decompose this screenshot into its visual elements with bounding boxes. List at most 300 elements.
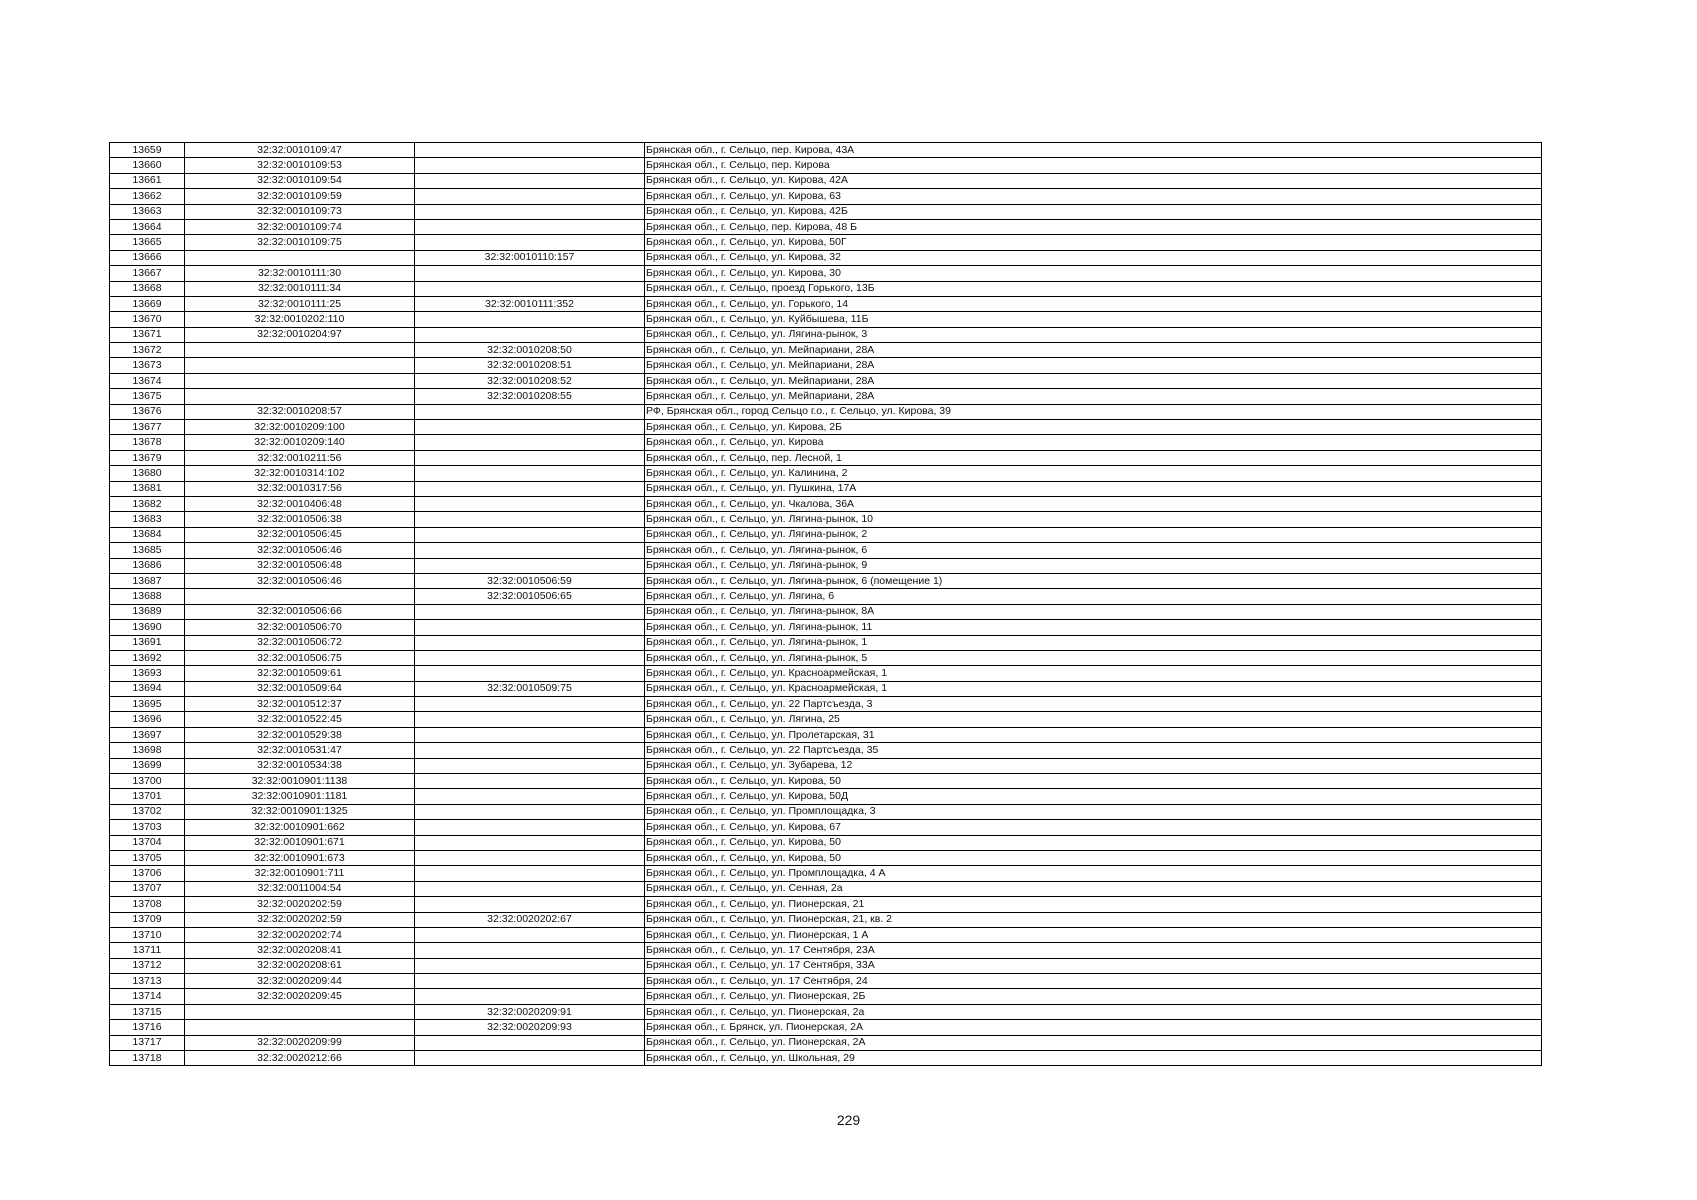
row-number-cell: 13698 [110,743,185,758]
address-cell: Брянская обл., г. Сельцо, ул. Кирова, 63 [645,189,1542,204]
table-row [110,204,1542,219]
row-number-cell: 13667 [110,266,185,281]
row-number-cell: 13718 [110,1051,185,1066]
table-row [110,250,1542,265]
row-number-cell: 13670 [110,312,185,327]
address-cell: Брянская обл., г. Сельцо, пер. Лесной, 1 [645,450,1542,465]
secondary-cadastral-number-cell [415,743,645,758]
table-row [110,219,1542,234]
row-number-cell: 13714 [110,989,185,1004]
table-row [110,635,1542,650]
table-row [110,881,1542,896]
secondary-cadastral-number-cell [415,697,645,712]
address-cell: Брянская обл., г. Сельцо, ул. Лягина-рынок, 8А [645,604,1542,619]
cadastral-number-cell: 32:32:0010109:53 [185,158,415,173]
cadastral-number-cell: 32:32:0010901:673 [185,850,415,865]
cadastral-number-cell: 32:32:0010901:1138 [185,774,415,789]
secondary-cadastral-number-cell [415,219,645,234]
secondary-cadastral-number-cell [415,435,645,450]
table-row [110,820,1542,835]
row-number-cell: 13707 [110,881,185,896]
address-cell: Брянская обл., г. Сельцо, ул. Пионерская, 21, кв. 2 [645,912,1542,927]
row-number-cell: 13680 [110,466,185,481]
row-number-cell: 13708 [110,897,185,912]
cadastral-number-cell [185,589,415,604]
address-cell: Брянская обл., г. Сельцо, ул. Пионерская, 1 А [645,927,1542,942]
row-number-cell: 13671 [110,327,185,342]
address-cell: Брянская обл., г. Сельцо, ул. Горького, 14 [645,296,1542,311]
address-cell: Брянская обл., г. Сельцо, ул. Красноармейская, 1 [645,681,1542,696]
cadastral-number-cell: 32:32:0020208:61 [185,958,415,973]
secondary-cadastral-number-cell [415,235,645,250]
row-number-cell: 13700 [110,774,185,789]
secondary-cadastral-number-cell [415,158,645,173]
row-number-cell: 13703 [110,820,185,835]
secondary-cadastral-number-cell [415,266,645,281]
cadastral-number-cell: 32:32:0010506:38 [185,512,415,527]
cadastral-number-cell: 32:32:0010506:75 [185,650,415,665]
table-row [110,481,1542,496]
cadastral-number-cell [185,389,415,404]
address-cell: РФ, Брянская обл., город Сельцо г.о., г. Сельцо, ул. Кирова, 39 [645,404,1542,419]
table-row [110,589,1542,604]
secondary-cadastral-number-cell [415,558,645,573]
cadastral-number-cell: 32:32:0010522:45 [185,712,415,727]
address-cell: Брянская обл., г. Сельцо, пер. Кирова [645,158,1542,173]
secondary-cadastral-number-cell [415,1035,645,1050]
table-row [110,697,1542,712]
secondary-cadastral-number-cell [415,666,645,681]
secondary-cadastral-number-cell [415,866,645,881]
secondary-cadastral-number-cell [415,327,645,342]
address-cell: Брянская обл., г. Сельцо, пер. Кирова, 43А [645,143,1542,158]
table-row [110,189,1542,204]
secondary-cadastral-number-cell [415,204,645,219]
secondary-cadastral-number-cell: 32:32:0010506:65 [415,589,645,604]
secondary-cadastral-number-cell [415,173,645,188]
address-cell: Брянская обл., г. Сельцо, ул. Кирова, 50 [645,835,1542,850]
row-number-cell: 13665 [110,235,185,250]
row-number-cell: 13674 [110,373,185,388]
secondary-cadastral-number-cell [415,496,645,511]
table-row [110,789,1542,804]
row-number-cell: 13695 [110,697,185,712]
cadastral-number-cell: 32:32:0010506:72 [185,635,415,650]
row-number-cell: 13661 [110,173,185,188]
secondary-cadastral-number-cell [415,989,645,1004]
table-row [110,158,1542,173]
table-row [110,373,1542,388]
secondary-cadastral-number-cell [415,943,645,958]
table-row [110,758,1542,773]
cadastral-number-cell: 32:32:0010202:110 [185,312,415,327]
address-cell: Брянская обл., г. Сельцо, ул. Мейпариани, 28А [645,343,1542,358]
secondary-cadastral-number-cell [415,1051,645,1066]
secondary-cadastral-number-cell: 32:32:0020209:93 [415,1020,645,1035]
cadastral-number-cell: 32:32:0010506:48 [185,558,415,573]
row-number-cell: 13664 [110,219,185,234]
secondary-cadastral-number-cell [415,758,645,773]
cadastral-number-cell: 32:32:0010109:75 [185,235,415,250]
cadastral-number-cell: 32:32:0010111:25 [185,296,415,311]
secondary-cadastral-number-cell [415,712,645,727]
secondary-cadastral-number-cell [415,650,645,665]
registry-table [109,142,1542,1066]
secondary-cadastral-number-cell [415,635,645,650]
secondary-cadastral-number-cell: 32:32:0010509:75 [415,681,645,696]
address-cell: Брянская обл., г. Сельцо, ул. Кирова, 50 [645,774,1542,789]
row-number-cell: 13706 [110,866,185,881]
secondary-cadastral-number-cell [415,774,645,789]
secondary-cadastral-number-cell [415,420,645,435]
cadastral-number-cell: 32:32:0010534:38 [185,758,415,773]
row-number-cell: 13697 [110,727,185,742]
secondary-cadastral-number-cell [415,881,645,896]
cadastral-number-cell [185,250,415,265]
table-row [110,404,1542,419]
cadastral-number-cell: 32:32:0020208:41 [185,943,415,958]
cadastral-number-cell: 32:32:0010509:64 [185,681,415,696]
address-cell: Брянская обл., г. Брянск, ул. Пионерская, 2А [645,1020,1542,1035]
cadastral-number-cell: 32:32:0020209:45 [185,989,415,1004]
table-row [110,927,1542,942]
address-cell: Брянская обл., г. Сельцо, ул. Кирова, 67 [645,820,1542,835]
secondary-cadastral-number-cell [415,789,645,804]
address-cell: Брянская обл., г. Сельцо, ул. Мейпариани, 28А [645,373,1542,388]
address-cell: Брянская обл., г. Сельцо, ул. Пионерская, 2А [645,1035,1542,1050]
address-cell: Брянская обл., г. Сельцо, ул. Пионерская, 2а [645,1004,1542,1019]
row-number-cell: 13666 [110,250,185,265]
address-cell: Брянская обл., г. Сельцо, ул. Мейпариани, 28А [645,358,1542,373]
row-number-cell: 13688 [110,589,185,604]
address-cell: Брянская обл., г. Сельцо, ул. Красноармейская, 1 [645,666,1542,681]
table-row [110,712,1542,727]
row-number-cell: 13677 [110,420,185,435]
address-cell: Брянская обл., г. Сельцо, ул. Лягина-рынок, 2 [645,527,1542,542]
table-row [110,681,1542,696]
row-number-cell: 13712 [110,958,185,973]
cadastral-number-cell: 32:32:0010109:73 [185,204,415,219]
secondary-cadastral-number-cell [415,281,645,296]
cadastral-number-cell [185,373,415,388]
cadastral-number-cell: 32:32:0010109:59 [185,189,415,204]
row-number-cell: 13702 [110,804,185,819]
table-row [110,666,1542,681]
table-row [110,1051,1542,1066]
secondary-cadastral-number-cell [415,543,645,558]
row-number-cell: 13685 [110,543,185,558]
table-row [110,958,1542,973]
row-number-cell: 13693 [110,666,185,681]
secondary-cadastral-number-cell [415,850,645,865]
cadastral-number-cell [185,343,415,358]
table-row [110,650,1542,665]
table-row [110,466,1542,481]
secondary-cadastral-number-cell: 32:32:0010208:55 [415,389,645,404]
cadastral-number-cell: 32:32:0020209:44 [185,974,415,989]
row-number-cell: 13710 [110,927,185,942]
row-number-cell: 13660 [110,158,185,173]
secondary-cadastral-number-cell [415,620,645,635]
address-cell: Брянская обл., г. Сельцо, ул. 17 Сентября, 23А [645,943,1542,958]
table-row [110,143,1542,158]
table-row [110,897,1542,912]
cadastral-number-cell: 32:32:0010111:34 [185,281,415,296]
cadastral-number-cell: 32:32:0010111:30 [185,266,415,281]
table-row [110,850,1542,865]
cadastral-number-cell: 32:32:0010901:662 [185,820,415,835]
cadastral-number-cell: 32:32:0010314:102 [185,466,415,481]
address-cell: Брянская обл., г. Сельцо, ул. Кирова, 42А [645,173,1542,188]
row-number-cell: 13690 [110,620,185,635]
address-cell: Брянская обл., г. Сельцо, ул. Лягина-рынок, 6 [645,543,1542,558]
secondary-cadastral-number-cell [415,835,645,850]
row-number-cell: 13675 [110,389,185,404]
table-row [110,235,1542,250]
cadastral-number-cell: 32:32:0010531:47 [185,743,415,758]
row-number-cell: 13659 [110,143,185,158]
table-row [110,835,1542,850]
cadastral-number-cell: 32:32:0010509:61 [185,666,415,681]
secondary-cadastral-number-cell [415,450,645,465]
row-number-cell: 13676 [110,404,185,419]
table-row [110,866,1542,881]
table-row [110,527,1542,542]
address-cell: Брянская обл., г. Сельцо, ул. Лягина-рынок, 6 (помещение 1) [645,573,1542,588]
table-row [110,358,1542,373]
table-row [110,727,1542,742]
table-row [110,620,1542,635]
row-number-cell: 13684 [110,527,185,542]
table-row [110,1020,1542,1035]
cadastral-number-cell: 32:32:0020202:74 [185,927,415,942]
address-cell: Брянская обл., г. Сельцо, ул. Зубарева, 12 [645,758,1542,773]
cadastral-number-cell: 32:32:0010901:711 [185,866,415,881]
row-number-cell: 13679 [110,450,185,465]
address-cell: Брянская обл., г. Сельцо, проезд Горького, 13Б [645,281,1542,296]
address-cell: Брянская обл., г. Сельцо, ул. Лягина-рынок, 3 [645,327,1542,342]
secondary-cadastral-number-cell [415,804,645,819]
table-row [110,450,1542,465]
cadastral-number-cell: 32:32:0010109:74 [185,219,415,234]
secondary-cadastral-number-cell: 32:32:0010506:59 [415,573,645,588]
row-number-cell: 13686 [110,558,185,573]
row-number-cell: 13705 [110,850,185,865]
address-cell: Брянская обл., г. Сельцо, ул. Кирова, 30 [645,266,1542,281]
table-row [110,435,1542,450]
cadastral-number-cell: 32:32:0020209:99 [185,1035,415,1050]
table-row [110,496,1542,511]
cadastral-number-cell: 32:32:0010109:54 [185,173,415,188]
address-cell: Брянская обл., г. Сельцо, ул. Лягина-рынок, 11 [645,620,1542,635]
table-row [110,296,1542,311]
address-cell: Брянская обл., г. Сельцо, ул. Калинина, 2 [645,466,1542,481]
table-row [110,266,1542,281]
secondary-cadastral-number-cell [415,958,645,973]
registry-table-body [110,143,1542,1066]
row-number-cell: 13687 [110,573,185,588]
cadastral-number-cell: 32:32:0010901:1325 [185,804,415,819]
table-row [110,604,1542,619]
table-row [110,989,1542,1004]
address-cell: Брянская обл., г. Сельцо, ул. Промплощадка, 4 А [645,866,1542,881]
address-cell: Брянская обл., г. Сельцо, ул. Сенная, 2а [645,881,1542,896]
secondary-cadastral-number-cell [415,143,645,158]
secondary-cadastral-number-cell: 32:32:0010110:157 [415,250,645,265]
secondary-cadastral-number-cell [415,312,645,327]
address-cell: Брянская обл., г. Сельцо, ул. 17 Сентября, 33А [645,958,1542,973]
secondary-cadastral-number-cell [415,820,645,835]
row-number-cell: 13699 [110,758,185,773]
row-number-cell: 13663 [110,204,185,219]
row-number-cell: 13669 [110,296,185,311]
secondary-cadastral-number-cell [415,927,645,942]
row-number-cell: 13683 [110,512,185,527]
address-cell: Брянская обл., г. Сельцо, ул. Кирова, 2Б [645,420,1542,435]
cadastral-number-cell: 32:32:0010209:140 [185,435,415,450]
row-number-cell: 13715 [110,1004,185,1019]
address-cell: Брянская обл., г. Сельцо, ул. Пушкина, 17А [645,481,1542,496]
address-cell: Брянская обл., г. Сельцо, ул. Лягина, 25 [645,712,1542,727]
cadastral-number-cell: 32:32:0010529:38 [185,727,415,742]
table-row [110,543,1542,558]
table-row [110,912,1542,927]
row-number-cell: 13701 [110,789,185,804]
table-row [110,743,1542,758]
row-number-cell: 13673 [110,358,185,373]
secondary-cadastral-number-cell [415,481,645,496]
table-row [110,312,1542,327]
table-row [110,1004,1542,1019]
cadastral-number-cell: 32:32:0010506:46 [185,543,415,558]
address-cell: Брянская обл., г. Сельцо, ул. Кирова, 50 [645,850,1542,865]
cadastral-number-cell: 32:32:0010109:47 [185,143,415,158]
cadastral-number-cell: 32:32:0010317:56 [185,481,415,496]
table-row [110,389,1542,404]
row-number-cell: 13696 [110,712,185,727]
row-number-cell: 13682 [110,496,185,511]
cadastral-number-cell: 32:32:0010204:97 [185,327,415,342]
row-number-cell: 13716 [110,1020,185,1035]
address-cell: Брянская обл., г. Сельцо, ул. Школьная, 29 [645,1051,1542,1066]
table-row [110,420,1542,435]
page-number: 229 [836,1112,861,1128]
cadastral-number-cell: 32:32:0020202:59 [185,897,415,912]
secondary-cadastral-number-cell [415,404,645,419]
secondary-cadastral-number-cell [415,897,645,912]
secondary-cadastral-number-cell [415,974,645,989]
cadastral-number-cell: 32:32:0010211:56 [185,450,415,465]
address-cell: Брянская обл., г. Сельцо, ул. Пролетарская, 31 [645,727,1542,742]
secondary-cadastral-number-cell: 32:32:0020202:67 [415,912,645,927]
address-cell: Брянская обл., г. Сельцо, ул. Мейпариани, 28А [645,389,1542,404]
secondary-cadastral-number-cell: 32:32:0010111:352 [415,296,645,311]
address-cell: Брянская обл., г. Сельцо, ул. Кирова, 32 [645,250,1542,265]
row-number-cell: 13662 [110,189,185,204]
cadastral-number-cell: 32:32:0010406:48 [185,496,415,511]
table-row [110,281,1542,296]
row-number-cell: 13668 [110,281,185,296]
address-cell: Брянская обл., г. Сельцо, ул. 22 Партсъезда, 35 [645,743,1542,758]
secondary-cadastral-number-cell: 32:32:0010208:50 [415,343,645,358]
secondary-cadastral-number-cell [415,466,645,481]
secondary-cadastral-number-cell [415,512,645,527]
address-cell: Брянская обл., г. Сельцо, ул. Пионерская, 2Б [645,989,1542,1004]
cadastral-number-cell: 32:32:0010506:66 [185,604,415,619]
table-row [110,974,1542,989]
table-row [110,327,1542,342]
secondary-cadastral-number-cell [415,727,645,742]
row-number-cell: 13672 [110,343,185,358]
row-number-cell: 13694 [110,681,185,696]
cadastral-number-cell: 32:32:0011004:54 [185,881,415,896]
row-number-cell: 13678 [110,435,185,450]
table-row [110,173,1542,188]
secondary-cadastral-number-cell [415,189,645,204]
table-row [110,774,1542,789]
address-cell: Брянская обл., г. Сельцо, ул. Кирова [645,435,1542,450]
cadastral-number-cell: 32:32:0020202:59 [185,912,415,927]
row-number-cell: 13711 [110,943,185,958]
address-cell: Брянская обл., г. Сельцо, ул. Промплощадка, 3 [645,804,1542,819]
table-row [110,512,1542,527]
address-cell: Брянская обл., г. Сельцо, ул. 22 Партсъезда, 3 [645,697,1542,712]
address-cell: Брянская обл., г. Сельцо, ул. Кирова, 50Д [645,789,1542,804]
address-cell: Брянская обл., г. Сельцо, ул. Лягина-рынок, 10 [645,512,1542,527]
cadastral-number-cell [185,358,415,373]
address-cell: Брянская обл., г. Сельцо, ул. Пионерская, 21 [645,897,1542,912]
address-cell: Брянская обл., г. Сельцо, ул. 17 Сентября, 24 [645,974,1542,989]
table-row [110,804,1542,819]
table-row [110,1035,1542,1050]
cadastral-number-cell: 32:32:0010512:37 [185,697,415,712]
row-number-cell: 13713 [110,974,185,989]
cadastral-number-cell: 32:32:0010901:1181 [185,789,415,804]
address-cell: Брянская обл., г. Сельцо, ул. Куйбышева, 11Б [645,312,1542,327]
cadastral-number-cell [185,1004,415,1019]
address-cell: Брянская обл., г. Сельцо, ул. Лягина, 6 [645,589,1542,604]
cadastral-number-cell [185,1020,415,1035]
cadastral-number-cell: 32:32:0010901:671 [185,835,415,850]
address-cell: Брянская обл., г. Сельцо, ул. Чкалова, 36А [645,496,1542,511]
secondary-cadastral-number-cell [415,604,645,619]
cadastral-number-cell: 32:32:0010506:70 [185,620,415,635]
address-cell: Брянская обл., г. Сельцо, ул. Кирова, 42Б [645,204,1542,219]
table-row [110,943,1542,958]
row-number-cell: 13717 [110,1035,185,1050]
table-row [110,558,1542,573]
table-row [110,343,1542,358]
cadastral-number-cell: 32:32:0010506:45 [185,527,415,542]
row-number-cell: 13691 [110,635,185,650]
secondary-cadastral-number-cell: 32:32:0010208:51 [415,358,645,373]
secondary-cadastral-number-cell [415,527,645,542]
row-number-cell: 13689 [110,604,185,619]
address-cell: Брянская обл., г. Сельцо, пер. Кирова, 48 Б [645,219,1542,234]
address-cell: Брянская обл., г. Сельцо, ул. Кирова, 50Г [645,235,1542,250]
cadastral-number-cell: 32:32:0010506:46 [185,573,415,588]
cadastral-number-cell: 32:32:0020212:66 [185,1051,415,1066]
cadastral-number-cell: 32:32:0010209:100 [185,420,415,435]
row-number-cell: 13681 [110,481,185,496]
secondary-cadastral-number-cell: 32:32:0010208:52 [415,373,645,388]
cadastral-number-cell: 32:32:0010208:57 [185,404,415,419]
row-number-cell: 13709 [110,912,185,927]
address-cell: Брянская обл., г. Сельцо, ул. Лягина-рынок, 5 [645,650,1542,665]
address-cell: Брянская обл., г. Сельцо, ул. Лягина-рынок, 9 [645,558,1542,573]
address-cell: Брянская обл., г. Сельцо, ул. Лягина-рынок, 1 [645,635,1542,650]
row-number-cell: 13704 [110,835,185,850]
